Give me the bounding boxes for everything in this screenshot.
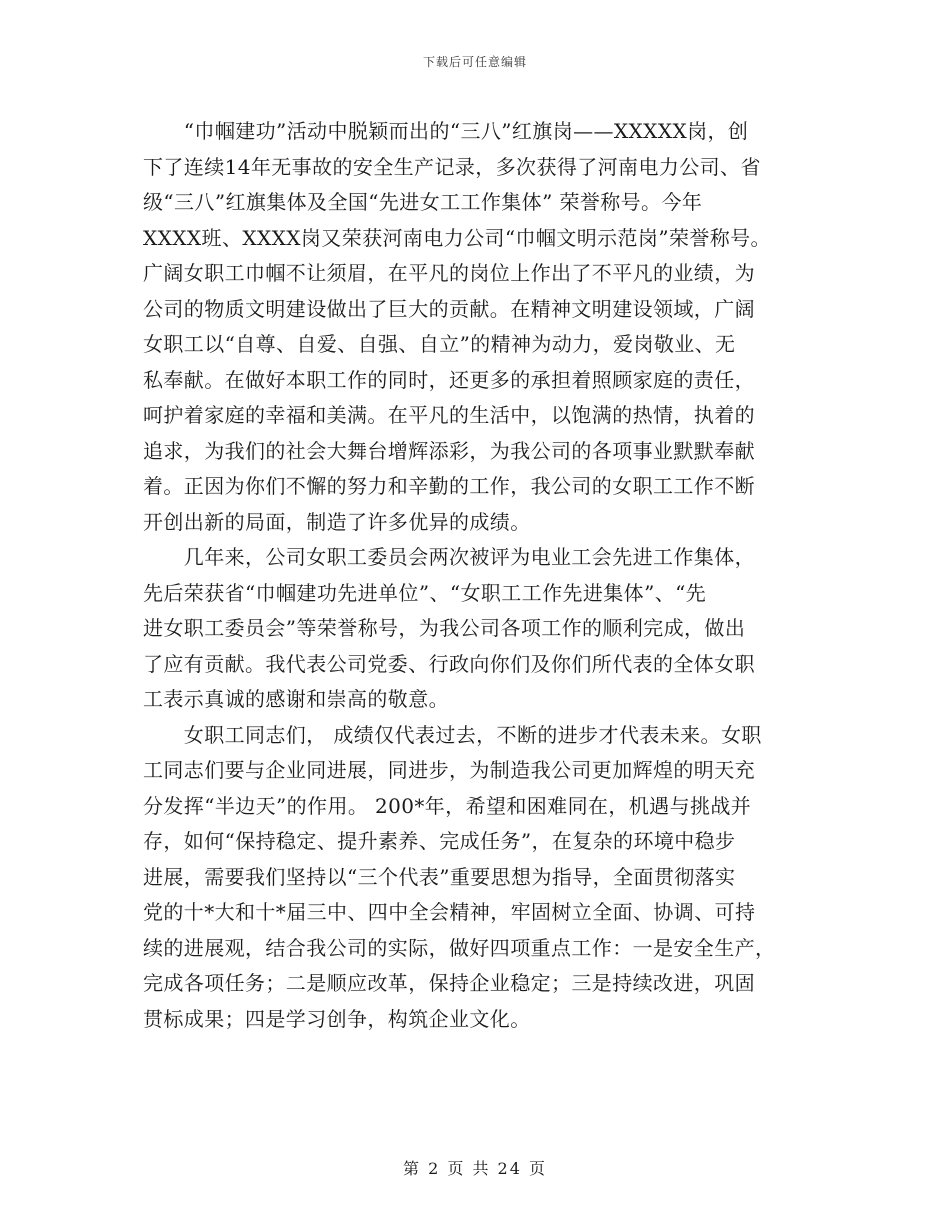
text-line: 下了连续14年无事故的安全生产记录，多次获得了河南电力公司、省 [143, 154, 761, 179]
text-line: XXXX班、XXXX岗又荣获河南电力公司“巾帼文明示范岗”荣誉称号。 [143, 225, 771, 250]
text-line: 工表示真诚的感谢和崇高的敬意。 [143, 687, 449, 711]
text-line: 分发挥“半边天”的作用。 200*年，希望和困难同在，机遇与挑战并 [143, 793, 752, 818]
text-line: “巾帼建功”活动中脱颖而出的“三八”红旗岗——XXXXX岗，创 [143, 119, 749, 143]
page-header: 下载后可任意编辑 [422, 55, 527, 69]
text-line: 进展，需要我们坚持以“三个代表”重要思想为指导，全面贯彻落实 [143, 864, 736, 889]
text-line: 私奉献。在做好本职工作的同时，还更多的承担着照顾家庭的责任， [143, 367, 755, 392]
text-line: 党的十*大和十*届三中、四中全会精神，牢固树立全面、协调、可持 [143, 900, 756, 924]
text-line: 追求，为我们的社会大舞台增辉添彩，为我公司的各项事业默默奉献 [143, 438, 755, 463]
text-line: 呵护着家庭的幸福和美满。在平凡的生活中，以饱满的热情，执着的 [143, 403, 755, 427]
text-line: 开创出新的局面，制造了许多优异的成绩。 [143, 509, 531, 534]
text-line: 女职工以“自尊、自爱、自强、自立”的精神为动力，爱岗敬业、无 [143, 332, 736, 356]
text-line: 女职工同志们， 成绩仅代表过去，不断的进步才代表未来。女职 [143, 722, 762, 747]
page-number-footer: 第 2 页 共 24 页 [403, 1159, 547, 1178]
body-text [143, 114, 813, 1037]
text-line: 公司的物质文明建设做出了巨大的贡献。在精神文明建设领域，广阔 [143, 296, 755, 321]
text-line: 贯标成果；四是学习创争，构筑企业文化。 [143, 1006, 531, 1031]
text-line: 工同志们要与企业同进展，同进步，为制造我公司更加辉煌的明天充 [143, 758, 755, 782]
text-line: 存，如何“保持稳定、提升素养、完成任务”，在复杂的环境中稳步 [143, 829, 736, 853]
text-line: 完成各项任务；二是顺应改革，保持企业稳定；三是持续改进，巩固 [143, 971, 755, 995]
text-line: 级“三八”红旗集体及全国“先进女工工作集体” 荣誉称号。今年 [143, 190, 703, 214]
text-line: 先后荣获省“巾帼建功先进单位”、“女职工工作先进集体”、“先 [143, 580, 707, 605]
text-line: 进女职工委员会”等荣誉称号，为我公司各项工作的顺利完成，做出 [143, 616, 746, 640]
text-line: 续的进展观，结合我公司的实际，做好四项重点工作：一是安全生产， [143, 935, 776, 960]
text-line: 广阔女职工巾帼不让须眉，在平凡的岗位上作出了不平凡的业绩，为 [143, 261, 755, 285]
text-line: 了应有贡献。我代表公司党委、行政向你们及你们所代表的全体女职 [143, 651, 755, 676]
text-line: 着。正因为你们不懈的努力和辛勤的工作，我公司的女职工工作不断 [143, 474, 755, 498]
text-line: 几年来，公司女职工委员会两次被评为电业工会先进工作集体， [143, 545, 755, 569]
